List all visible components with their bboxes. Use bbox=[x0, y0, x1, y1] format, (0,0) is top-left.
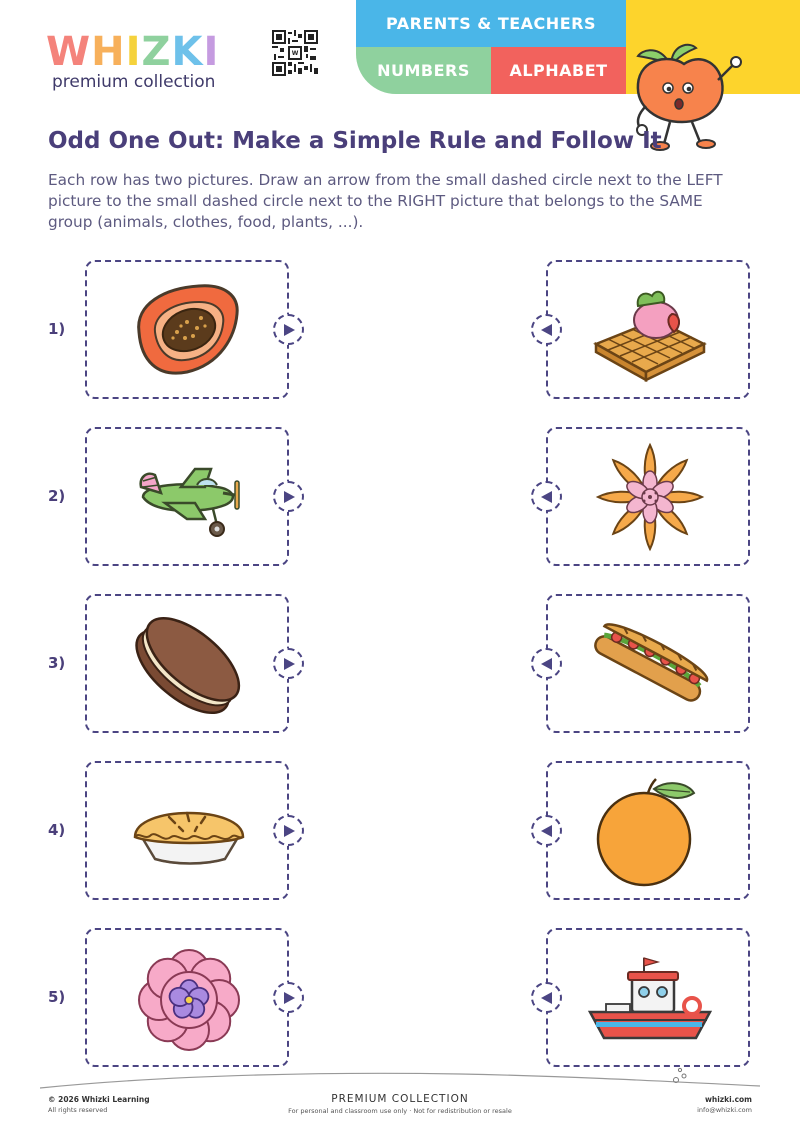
right-answer-circle[interactable] bbox=[531, 314, 562, 345]
right-answer-circle[interactable] bbox=[531, 481, 562, 512]
left-picture-card bbox=[85, 594, 289, 733]
arrow-left-icon bbox=[540, 824, 554, 838]
orange-icon bbox=[586, 775, 714, 887]
left-picture-card bbox=[85, 928, 289, 1067]
logo-letter: I bbox=[125, 29, 142, 75]
right-picture-card bbox=[546, 928, 750, 1067]
arrow-left-icon bbox=[540, 657, 554, 671]
rose-icon bbox=[125, 942, 253, 1054]
logo-letter: K bbox=[171, 29, 204, 75]
sandwich-icon bbox=[586, 608, 714, 720]
footer-usage-note: For personal and classroom use only · Not for redistribution or resale bbox=[288, 1107, 512, 1115]
right-picture-card bbox=[546, 761, 750, 900]
airplane-icon bbox=[125, 441, 253, 553]
right-answer-circle[interactable] bbox=[531, 815, 562, 846]
row-number: 5) bbox=[48, 988, 66, 1006]
papaya-icon bbox=[125, 274, 253, 386]
flower-icon bbox=[586, 441, 714, 553]
footer-collection: PREMIUM COLLECTION bbox=[331, 1093, 469, 1105]
row-number: 2) bbox=[48, 487, 66, 505]
cookie-icon bbox=[125, 608, 253, 720]
left-answer-circle[interactable] bbox=[273, 648, 304, 679]
pie-icon bbox=[125, 775, 253, 887]
whizki-logo[interactable] bbox=[46, 29, 220, 92]
footer-email-link[interactable]: info@whizki.com bbox=[697, 1106, 752, 1114]
worksheet-instructions: Each row has two pictures. Draw an arrow from the small dashed circle next to the LEFT picture to the small dashed circle next to the RIGHT picture that belongs to the SAME group (animals, clothes, food, plants, ...). bbox=[48, 171, 723, 231]
logo-subtitle: premium collection bbox=[52, 72, 216, 92]
svg-text:W: W bbox=[291, 50, 299, 58]
tab-alphabet[interactable]: ALPHABET bbox=[491, 47, 626, 94]
left-answer-circle[interactable] bbox=[273, 314, 304, 345]
worksheet-title: Odd One Out: Make a Simple Rule and Follow It bbox=[48, 128, 662, 154]
left-answer-circle[interactable] bbox=[273, 982, 304, 1013]
footer-website-link[interactable]: whizki.com bbox=[704, 1095, 752, 1104]
left-answer-circle[interactable] bbox=[273, 815, 304, 846]
footer-wave-line bbox=[40, 1062, 760, 1092]
tab-parents-teachers[interactable]: PARENTS & TEACHERS bbox=[356, 0, 626, 47]
logo-letter: Z bbox=[141, 29, 172, 75]
logo-letter: W bbox=[46, 29, 92, 75]
row-number: 3) bbox=[48, 654, 66, 672]
right-picture-card bbox=[546, 260, 750, 399]
right-picture-card bbox=[546, 594, 750, 733]
right-answer-circle[interactable] bbox=[531, 648, 562, 679]
footer-rights: All rights reserved bbox=[48, 1106, 108, 1114]
boat-icon bbox=[586, 942, 714, 1054]
arrow-right-icon bbox=[282, 657, 296, 671]
logo-letter: H bbox=[91, 29, 126, 75]
logo-word bbox=[46, 29, 220, 75]
footer-copyright: © 2026 Whizki Learning bbox=[48, 1095, 150, 1104]
arrow-right-icon bbox=[282, 490, 296, 504]
qr-code-icon[interactable] bbox=[272, 30, 318, 76]
row-number: 4) bbox=[48, 821, 66, 839]
left-answer-circle[interactable] bbox=[273, 481, 304, 512]
left-picture-card bbox=[85, 260, 289, 399]
left-picture-card bbox=[85, 761, 289, 900]
right-picture-card bbox=[546, 427, 750, 566]
arrow-right-icon bbox=[282, 991, 296, 1005]
right-answer-circle[interactable] bbox=[531, 982, 562, 1013]
tab-numbers[interactable]: NUMBERS bbox=[356, 47, 491, 94]
row-number: 1) bbox=[48, 320, 66, 338]
waffle-icon bbox=[586, 274, 714, 386]
arrow-left-icon bbox=[540, 323, 554, 337]
arrow-left-icon bbox=[540, 490, 554, 504]
arrow-right-icon bbox=[282, 323, 296, 337]
arrow-left-icon bbox=[540, 991, 554, 1005]
left-picture-card bbox=[85, 427, 289, 566]
arrow-right-icon bbox=[282, 824, 296, 838]
logo-letter: I bbox=[203, 29, 220, 75]
